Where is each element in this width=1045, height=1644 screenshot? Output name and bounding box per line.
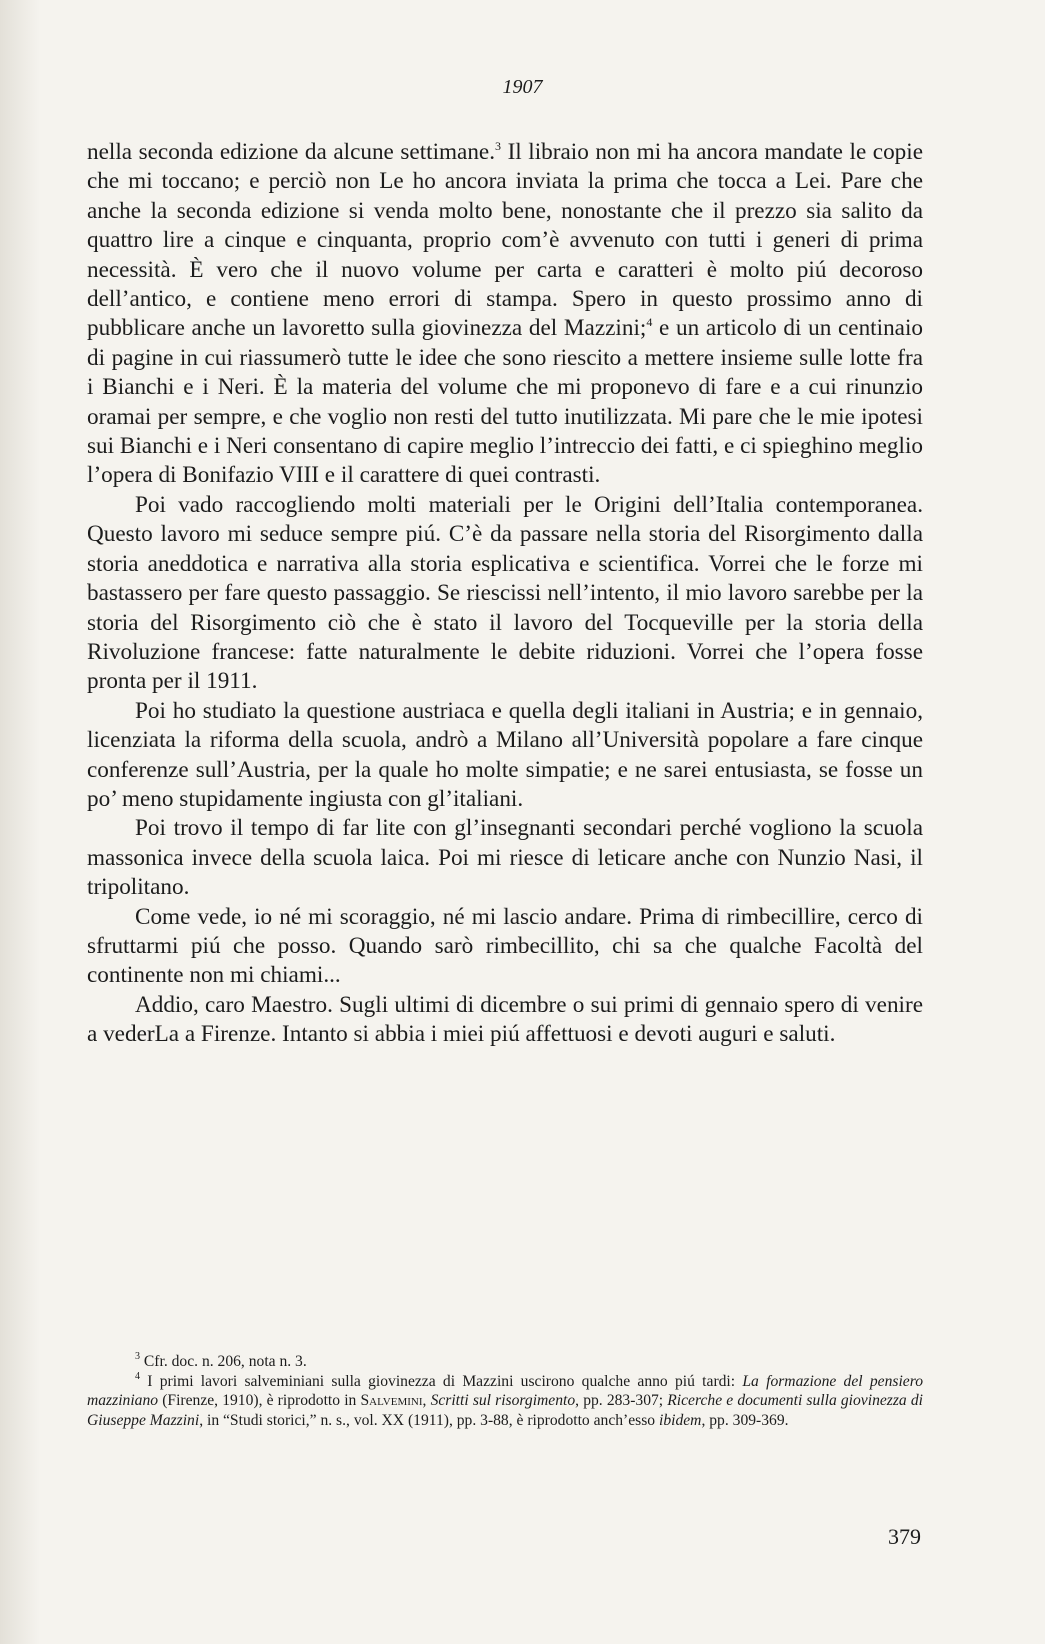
footnotes (87, 1352, 923, 1430)
footnote-ref-4[interactable]: 4 (646, 315, 653, 330)
footnote-4-text-f: , pp. 309-369. (701, 1411, 789, 1429)
paragraph-2: Poi vado raccogliendo molti materiali per le Origini dell’Italia contemporanea. Questo lavoro mi seduce sempre piú. C’è da passare nella storia del Risorgimento dalla storia aneddotica e narrativa alla storia esplicativa e scientifica. Vorrei che le forze mi bastassero per fare questo passaggio. Se riescissi nell’intento, il mio lavoro sarebbe per la storia del Risorgimento ciò che è stato il lavoro del Tocqueville per la storia della Rivoluzione francese: fatte naturalmente le debite riduzioni. Vorrei che l’opera fosse pronta per il 1911. (87, 491, 923, 695)
page-edge-shadow (0, 0, 40, 1644)
footnote-3-number: 3 (135, 1351, 140, 1362)
paragraph-6: Addio, caro Maestro. Sugli ultimi di dicembre o sui primi di gennaio spero di venire a vederLa a Firenze. Intanto si abbia i miei piú affettuosi e devoti auguri e saluti. (87, 991, 923, 1048)
letter-body (87, 138, 923, 1050)
paragraph-1-part-a: nella seconda edizione da alcune settimane. (87, 139, 496, 165)
paragraph-1-part-c: e un articolo di un centinaio di pagine in cui riassumerò tutte le idee che sono riescito a mettere insieme sulle lotte fra i Bianchi e i Neri. È la materia del volume che mi proponevo di fare e a cui rinunzio oramai per sempre, e che voglio non resti del tutto inutilizzata. Mi pare che le mie ipotesi sui Bianchi e i Neri consentano di capire meglio l’intreccio dei fatti, e ci spieghino meglio l’opera di Bonifazio VIII e il carattere di quei contrasti. (87, 315, 923, 489)
footnote-4 (87, 1372, 923, 1431)
footnote-ref-3[interactable]: 3 (495, 139, 502, 153)
footnote-4-title-3: Ricerche e documenti sulla giovinezza di Giuseppe Mazzini (87, 1392, 923, 1429)
footnote-4-title-2: Scritti sul risorgimento (430, 1392, 576, 1409)
paragraph-3: Poi ho studiato la questione austriaca e quella degli italiani in Austria; e in gennaio, licenziata la riforma della scuola, andrò a Milano all’Università popolare a fare cinque conferenze sull’Austria, per la quale ho molte simpatie; e ne sarei entusiasta, se fosse un po’ meno stupidamente ingiusta con gl’italiani. (87, 697, 923, 812)
footnote-3-text: Cfr. doc. n. 206, nota n. 3. (143, 1353, 307, 1370)
paragraph-5: Come vede, io né mi scoraggio, né mi lascio andare. Prima di rimbecillire, cerco di sfruttarmi piú che posso. Quando sarò rimbecillito, chi sa che qualche Facoltà del continente non mi chiami... (87, 903, 923, 989)
paragraph-1-part-b: Il libraio non mi ha ancora mandate le copie che mi toccano; e perciò non Le ho ancora inviata la prima che tocca a Lei. Pare che anche la seconda edizione si venda molto bene, nonostante che il prezzo sia salito da quattro lire a cinque e cinquanta, proprio com’è avvenuto con tutti i generi di prima necessità. È vero che il nuovo volume per carta e caratteri è molto piú decoroso dell’antico, e contiene meno errori di stampa. Spero in questo prossimo anno di pubblicare anche un lavoretto sulla giovinezza del Mazzini; (87, 139, 924, 342)
footnote-4-ibidem: ibidem (659, 1411, 702, 1429)
footnote-4-text-d: , pp. 283-307; (575, 1392, 668, 1409)
footnote-4-author: Salvemini (360, 1392, 423, 1409)
footnote-4-text-c: , (422, 1392, 431, 1409)
footnote-4-text-e: , in “Studi storici,” n. s., vol. XX (1911), pp. 3-88, è riprodotto anch’esso (199, 1411, 659, 1429)
page-number: 379 (888, 1524, 921, 1549)
footnote-4-text-b: (Firenze, 1910), è riprodotto in (158, 1392, 361, 1409)
footnote-4-title-1: La formazione del pensiero mazziniano (87, 1372, 923, 1409)
footnote-4-text-a: I primi lavori salveminiani sulla giovinezza di Mazzini uscirono qualche anno piú tardi: (147, 1372, 743, 1390)
footnote-4-number: 4 (135, 1370, 140, 1382)
paragraph-1 (87, 138, 923, 491)
paragraph-4: Poi trovo il tempo di far lite con gl’insegnanti secondari perché vogliono la scuola massonica invece della scuola laica. Poi mi riesce di leticare anche con Nunzio Nasi, il tripolitano. (87, 815, 923, 901)
footnote-3 (87, 1352, 923, 1372)
running-head: 1907 (502, 76, 543, 98)
